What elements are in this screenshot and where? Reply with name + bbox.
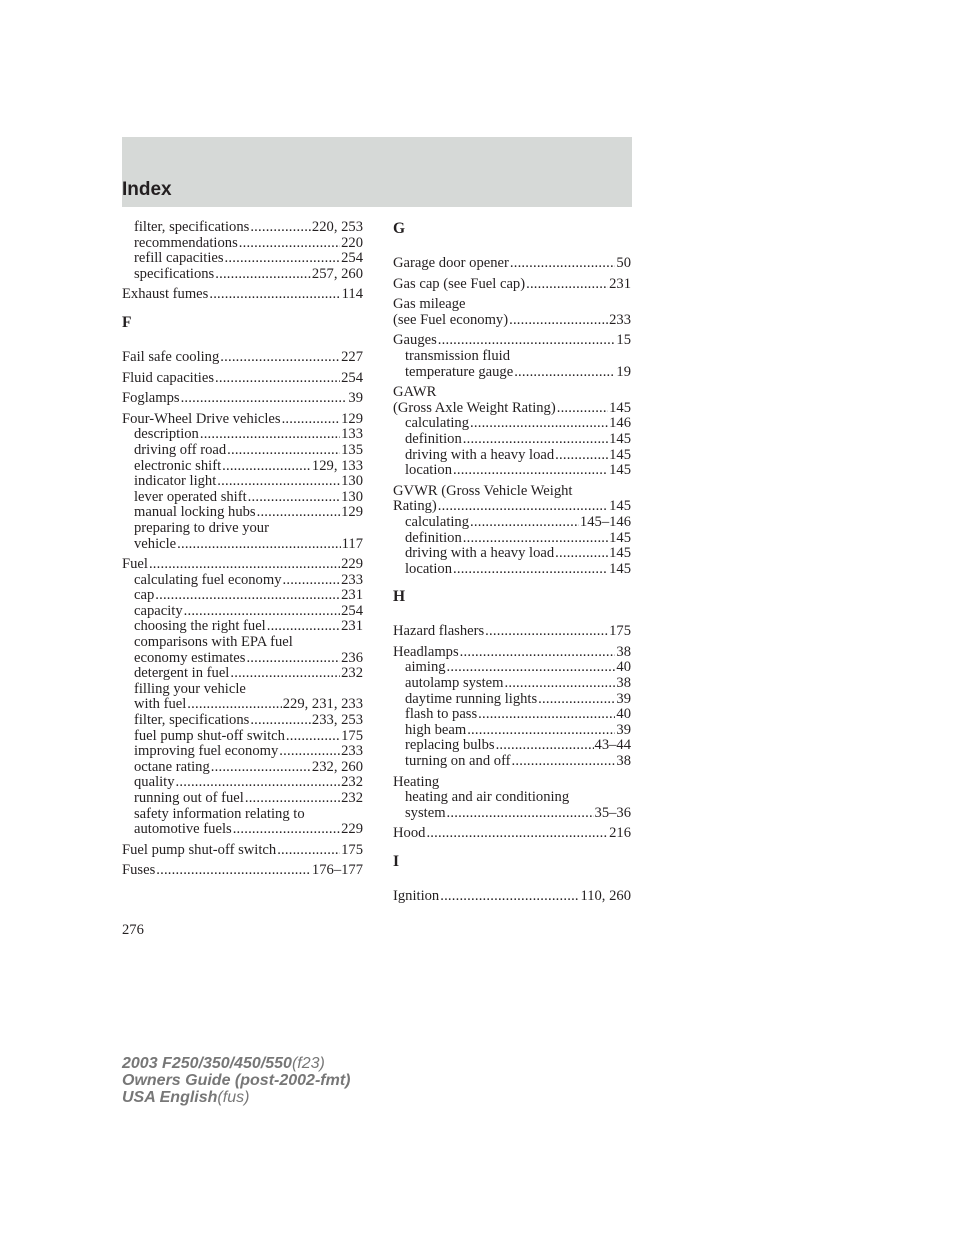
index-page-ref: 233 [609, 311, 631, 328]
index-subentry-line [122, 635, 363, 651]
index-page-ref: 129, 133 [311, 457, 363, 474]
dot-leader [250, 713, 311, 729]
index-entry-line [122, 350, 363, 366]
dot-leader [211, 760, 311, 776]
index-column-right [393, 220, 631, 910]
index-term: choosing the right fuel [134, 618, 266, 635]
index-page-ref: 231 [341, 618, 363, 635]
index-page-ref: 233, 253 [311, 712, 363, 729]
dot-leader [438, 333, 616, 349]
index-page-ref: 220 [341, 234, 363, 251]
index-page-ref: 257, 260 [311, 265, 363, 282]
index-entry-line [393, 277, 631, 293]
index-column-left [122, 220, 363, 884]
index-term: definition [405, 430, 462, 447]
index-entry-line [122, 863, 363, 879]
dot-leader [176, 775, 341, 791]
index-entry-line [393, 385, 631, 401]
dot-leader [440, 889, 579, 905]
footer-line-3: USA English(fus) [122, 1089, 250, 1106]
dot-leader [526, 277, 608, 293]
index-letter-heading: I [393, 853, 400, 870]
index-subentry-line [393, 546, 631, 562]
index-entry-line [393, 775, 631, 791]
index-entry [393, 624, 631, 640]
dot-leader [156, 863, 311, 879]
index-term: Fail safe cooling [122, 348, 220, 365]
index-subentry-line [122, 713, 363, 729]
index-entry [122, 843, 363, 859]
index-page-ref: 232 [341, 774, 363, 791]
index-entry [122, 350, 363, 366]
index-term: cap [134, 587, 155, 604]
index-subentry-line [122, 791, 363, 807]
index-subentry-line [122, 775, 363, 791]
index-term: Headlamps [393, 643, 459, 660]
index-page-ref: 38 [616, 643, 631, 660]
index-subentry-line [122, 697, 363, 713]
dot-leader [496, 738, 594, 754]
index-page-ref: 38 [616, 753, 631, 770]
dot-leader [478, 707, 615, 723]
index-subentry-line [122, 490, 363, 506]
index-term: recommendations [134, 234, 238, 251]
index-term: turning on and off [405, 753, 511, 770]
index-subentry-line [122, 251, 363, 267]
index-subentry-line [393, 448, 631, 464]
index-subentry-line [393, 806, 631, 822]
index-term: automotive fuels [134, 821, 232, 838]
index-term: comparisons with EPA fuel [134, 634, 293, 651]
index-entry [122, 412, 363, 552]
index-term: running out of fuel [134, 790, 244, 806]
dot-leader [514, 365, 615, 381]
index-term: replacing bulbs [405, 737, 495, 754]
index-term: specifications [134, 265, 215, 282]
index-term: definition [405, 529, 462, 546]
index-subentry-line [122, 729, 363, 745]
index-term: flash to pass [405, 706, 478, 723]
index-page-ref: 130 [341, 488, 363, 505]
index-page-ref: 40 [616, 706, 631, 723]
index-term: manual locking hubs [134, 504, 256, 521]
dot-leader [215, 267, 311, 283]
index-term: refill capacities [134, 250, 224, 267]
index-subentry-line [122, 220, 363, 236]
dot-leader [155, 588, 340, 604]
dot-leader [248, 490, 340, 506]
index-page-ref: 114 [341, 286, 363, 303]
index-page-ref: 231 [341, 587, 363, 604]
index-page-ref: 15 [616, 332, 631, 349]
index-term: calculating fuel economy [134, 571, 282, 588]
index-page-ref: 146 [609, 415, 631, 432]
index-entry-line [393, 484, 631, 500]
index-term: heating and air conditioning [405, 789, 570, 806]
index-entry [122, 287, 363, 303]
index-term: Heating [393, 773, 440, 790]
index-subentry-line [393, 707, 631, 723]
index-term: filling your vehicle [134, 680, 246, 697]
index-subentry-line [122, 521, 363, 537]
index-entry [122, 863, 363, 879]
index-term: description [134, 426, 199, 443]
dot-leader [230, 666, 340, 682]
index-entry-line [122, 391, 363, 407]
index-term: Hazard flashers [393, 623, 485, 640]
index-page-ref: 145 [609, 462, 631, 479]
index-entry-line [122, 371, 363, 387]
index-entry-line [393, 645, 631, 661]
index-entry-line [122, 557, 363, 573]
index-subentry-line [393, 432, 631, 448]
index-page-ref: 133 [341, 426, 363, 443]
index-term: calculating [405, 415, 470, 432]
index-subentry-line [122, 822, 363, 838]
index-subentry-line [393, 515, 631, 531]
dot-leader [447, 806, 594, 822]
index-entry-line [393, 889, 631, 905]
index-term: quality [134, 774, 175, 791]
dot-leader [426, 826, 608, 842]
index-page-ref: 145 [609, 529, 631, 546]
dot-leader [467, 723, 615, 739]
dot-leader [555, 546, 608, 562]
index-page-ref: 220, 253 [311, 219, 363, 235]
dot-leader [200, 427, 340, 443]
dot-leader [181, 391, 348, 407]
dot-leader [245, 791, 340, 807]
index-term: (Gross Axle Weight Rating) [393, 399, 556, 416]
index-term: electronic shift [134, 457, 222, 474]
dot-leader [283, 573, 341, 589]
index-letter-heading: G [393, 220, 406, 237]
index-subentry-line [393, 531, 631, 547]
index-term: indicator light [134, 473, 217, 490]
page-number: 276 [122, 922, 144, 938]
index-term: temperature gauge [405, 363, 514, 380]
index-term: GAWR [393, 384, 437, 401]
index-term: Fluid capacities [122, 369, 214, 386]
index-entry [122, 220, 363, 282]
index-subentry-line [122, 588, 363, 604]
index-subentry-line [122, 443, 363, 459]
index-subentry-line [122, 604, 363, 620]
dot-leader [460, 645, 616, 661]
index-entry [393, 256, 631, 272]
index-entry [393, 484, 631, 578]
index-entry [122, 557, 363, 838]
dot-leader [227, 443, 340, 459]
dot-leader [233, 822, 340, 838]
index-subentry-line [393, 463, 631, 479]
index-entry-line [393, 256, 631, 272]
index-subentry-line [122, 573, 363, 589]
dot-leader [250, 220, 311, 236]
index-page-ref: 229 [341, 556, 363, 573]
index-subentry-line [122, 427, 363, 443]
index-term: driving off road [134, 441, 227, 458]
index-term: location [405, 462, 453, 479]
dot-leader [177, 537, 341, 553]
index-page-ref: 232 [341, 790, 363, 806]
index-term: Rating) [393, 498, 437, 515]
index-page-ref: 175 [341, 727, 363, 744]
index-page-ref: 145–146 [579, 513, 631, 530]
dot-leader [555, 448, 608, 464]
index-subentry-line [122, 267, 363, 283]
index-entry-line [393, 313, 631, 329]
index-page-ref: 129 [341, 504, 363, 521]
index-entry [393, 333, 631, 380]
index-term: detergent in fuel [134, 665, 230, 682]
index-term: preparing to drive your [134, 519, 269, 536]
index-term: Fuses [122, 862, 156, 879]
index-page-ref: 175 [341, 841, 363, 858]
dot-leader [246, 651, 340, 667]
index-term: Ignition [393, 888, 440, 904]
index-subentry-line [122, 682, 363, 698]
page-title: Index [122, 179, 172, 200]
index-page-ref: 39 [616, 721, 631, 738]
index-term: economy estimates [134, 649, 246, 666]
dot-leader [463, 432, 608, 448]
dot-leader [470, 416, 608, 432]
index-term: system [405, 804, 446, 821]
dot-leader [149, 557, 340, 573]
dot-leader [267, 619, 340, 635]
dot-leader [453, 562, 608, 578]
index-entry [393, 385, 631, 479]
dot-leader [286, 729, 340, 745]
index-page-ref: 231 [609, 275, 631, 292]
index-term: fuel pump shut-off switch [134, 727, 285, 744]
index-term: (see Fuel economy) [393, 311, 509, 328]
index-subentry-line [122, 666, 363, 682]
index-entry [122, 371, 363, 387]
index-entry-line [393, 499, 631, 515]
index-term: improving fuel economy [134, 743, 279, 760]
document-footer [122, 1055, 350, 1106]
index-term: driving with a heavy load [405, 446, 555, 463]
index-term: with fuel [134, 696, 187, 713]
index-page-ref: 39 [616, 690, 631, 707]
index-subentry-line [122, 619, 363, 635]
index-entry [393, 277, 631, 293]
dot-leader [217, 474, 340, 490]
index-term: Fuel [122, 556, 148, 573]
index-term: high beam [405, 721, 467, 738]
index-term: vehicle [134, 535, 177, 552]
index-page-ref: 145 [609, 545, 631, 562]
index-subentry-line [122, 505, 363, 521]
dot-leader [463, 531, 608, 547]
index-subentry-line [122, 744, 363, 760]
dot-leader [538, 692, 615, 708]
index-page-ref: 50 [616, 255, 631, 271]
dot-leader [279, 744, 340, 760]
index-term: Gas mileage [393, 296, 466, 313]
dot-leader [220, 350, 340, 366]
index-entry [393, 297, 631, 328]
dot-leader [509, 313, 608, 329]
dot-leader [215, 371, 340, 387]
dot-leader [184, 604, 340, 620]
index-subentry-line [122, 537, 363, 553]
index-page-ref: 227 [341, 348, 363, 365]
dot-leader [239, 236, 340, 252]
index-page-ref: 254 [341, 369, 363, 386]
dot-leader [277, 843, 340, 859]
dot-leader [453, 463, 608, 479]
index-term: Gauges [393, 332, 437, 349]
index-page-ref: 145 [609, 498, 631, 515]
index-entry [393, 826, 631, 842]
index-subentry-line [393, 365, 631, 381]
index-entry-line [122, 843, 363, 859]
index-term: Gas cap (see Fuel cap) [393, 275, 526, 292]
index-page-ref: 216 [609, 825, 631, 842]
index-subentry-line [122, 459, 363, 475]
index-page-ref: 35–36 [594, 804, 631, 821]
index-entry-line [393, 624, 631, 640]
index-term: location [405, 560, 453, 577]
index-page-ref: 145 [609, 399, 631, 416]
index-term: transmission fluid [405, 347, 510, 364]
index-term: Garage door opener [393, 255, 509, 271]
index-entry [393, 775, 631, 822]
dot-leader [557, 401, 608, 417]
index-term: driving with a heavy load [405, 545, 555, 562]
index-page-ref: 254 [341, 602, 363, 619]
index-subentry-line [393, 790, 631, 806]
index-subentry-line [393, 692, 631, 708]
index-page-ref: 110, 260 [580, 888, 631, 904]
index-entry [393, 889, 631, 905]
index-subentry-line [122, 474, 363, 490]
index-entry-line [393, 333, 631, 349]
index-page-ref: 43–44 [594, 737, 631, 754]
index-page-ref: 135 [341, 441, 363, 458]
index-subentry-line [393, 738, 631, 754]
dot-leader [438, 499, 608, 515]
index-term: GVWR (Gross Vehicle Weight [393, 482, 573, 499]
index-page-ref: 229 [341, 821, 363, 838]
index-term: aiming [405, 659, 446, 676]
index-term: calculating [405, 513, 470, 530]
index-subentry-line [122, 236, 363, 252]
index-subentry-line [393, 349, 631, 365]
dot-leader [282, 412, 341, 428]
footer-line-2: Owners Guide (post-2002-fmt) [122, 1072, 351, 1089]
index-entry-line [393, 401, 631, 417]
index-term: safety information relating to [134, 805, 305, 822]
index-page-ref: 176–177 [311, 862, 363, 879]
footer-line-1: 2003 F250/350/450/550(f23) [122, 1055, 325, 1072]
dot-leader [187, 697, 281, 713]
index-page-ref: 38 [616, 675, 631, 692]
index-subentry-line [393, 754, 631, 770]
index-page-ref: 145 [609, 446, 631, 463]
index-entry-line [393, 297, 631, 313]
index-term: octane rating [134, 758, 210, 775]
index-term: Hood [393, 825, 426, 842]
index-term: filter, specifications [134, 712, 250, 729]
index-term: Exhaust fumes [122, 286, 209, 303]
dot-leader [512, 754, 616, 770]
index-subentry-line [393, 676, 631, 692]
index-entry [393, 645, 631, 770]
index-term: Foglamps [122, 390, 180, 407]
index-page-ref: 233 [341, 571, 363, 588]
dot-leader [447, 660, 616, 676]
index-page-ref: 130 [341, 473, 363, 490]
index-term: lever operated shift [134, 488, 247, 505]
dot-leader [505, 676, 616, 692]
index-page-ref: 145 [609, 560, 631, 577]
index-subentry-line [393, 416, 631, 432]
index-subentry-line [393, 562, 631, 578]
index-page-ref: 145 [609, 430, 631, 447]
index-term: autolamp system [405, 675, 504, 692]
index-subentry-line [393, 660, 631, 676]
index-entry-line [122, 287, 363, 303]
index-subentry-line [122, 760, 363, 776]
index-entry-line [393, 826, 631, 842]
index-page-ref: 229, 231, 233 [282, 696, 363, 713]
index-page-ref: 236 [341, 649, 363, 666]
index-subentry-line [122, 651, 363, 667]
dot-leader [222, 459, 311, 475]
index-page-ref: 232, 260 [311, 758, 363, 775]
dot-leader [209, 287, 340, 303]
index-page-ref: 19 [616, 363, 631, 380]
index-entry-line [122, 412, 363, 428]
header-band [122, 137, 632, 207]
index-letter-heading: F [122, 313, 132, 331]
index-page-ref: 39 [348, 390, 363, 407]
dot-leader [257, 505, 341, 521]
index-entry [122, 391, 363, 407]
index-page-ref: 175 [609, 623, 631, 640]
index-term: Fuel pump shut-off switch [122, 841, 277, 858]
index-page-ref: 117 [341, 535, 363, 552]
dot-leader [225, 251, 341, 267]
dot-leader [510, 256, 616, 272]
index-term: daytime running lights [405, 690, 538, 707]
index-page-ref: 254 [341, 250, 363, 267]
index-page-ref: 233 [341, 743, 363, 760]
index-page-ref: 40 [616, 659, 631, 676]
dot-leader [470, 515, 579, 531]
index-page-ref: 129 [341, 410, 363, 427]
index-subentry-line [122, 807, 363, 823]
index-subentry-line [393, 723, 631, 739]
dot-leader [485, 624, 608, 640]
index-term: capacity [134, 602, 183, 619]
index-letter-heading: H [393, 588, 406, 606]
index-page-ref: 232 [341, 665, 363, 682]
index-term: Four-Wheel Drive vehicles [122, 410, 281, 427]
index-term: filter, specifications [134, 219, 250, 235]
